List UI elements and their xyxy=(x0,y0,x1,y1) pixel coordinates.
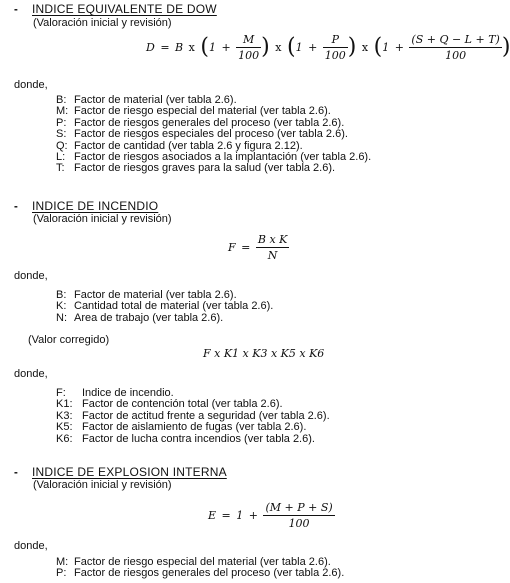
factor-symbol: K6: xyxy=(56,432,73,445)
factor-description: Factor de material (ver tabla 2.6). xyxy=(74,94,237,106)
fraction-mps xyxy=(263,501,334,530)
paren-close: ) xyxy=(261,34,270,60)
section-explosion-subtitle: (Valoración inicial y revisión) xyxy=(33,479,172,491)
formula-lhs: D xyxy=(146,41,155,54)
fraction-numerator: (S + Q − L + T) xyxy=(411,33,500,46)
formula-times: x xyxy=(361,41,369,54)
fraction-p xyxy=(323,33,348,62)
list-item xyxy=(56,568,344,579)
factor-description: Factor de aislamiento de fugas (ver tabla 2.6). xyxy=(82,421,307,434)
section-explosion-heading xyxy=(14,465,227,479)
list-item xyxy=(56,313,273,324)
factor-symbol: L: xyxy=(56,151,66,164)
factor-description: Factor de riesgos graves para la salud (ver tabla 2.6). xyxy=(74,162,336,175)
factor-description: Factor de contención total (ver tabla 2.6). xyxy=(82,398,283,411)
formula-equals: = xyxy=(241,241,251,254)
fraction-denominator: 100 xyxy=(324,49,346,62)
paren-open: ( xyxy=(373,34,383,60)
list-item xyxy=(56,434,330,445)
fraction-sqlt xyxy=(409,33,501,62)
explosion-factor-list xyxy=(56,557,344,580)
paren-open: ( xyxy=(200,34,209,60)
section-incendio-heading xyxy=(14,199,158,213)
list-item xyxy=(56,163,371,174)
section-explosion-title: INDICE DE EXPLOSION INTERNA xyxy=(32,465,227,479)
formula-times: x xyxy=(188,41,195,54)
section-incendio-subtitle: (Valoración inicial y revisión) xyxy=(33,213,172,225)
fraction-numerator: P xyxy=(323,33,348,48)
formula-lhs: E xyxy=(208,509,217,522)
fraction-denominator: 100 xyxy=(445,49,467,62)
factor-symbol: F: xyxy=(56,387,66,399)
factor-symbol: P: xyxy=(56,567,67,580)
bullet-dash: - xyxy=(14,467,18,479)
formula-plus: + xyxy=(221,41,231,54)
fraction-numerator: B x K xyxy=(257,233,288,246)
factor-symbol: M: xyxy=(56,556,69,568)
factor-symbol: S: xyxy=(56,128,67,141)
incendio-k-factor-list xyxy=(56,388,330,445)
incendio-donde: donde, xyxy=(14,270,48,282)
factor-description: Factor de riesgos generales del proceso (ver tabla 2.6). xyxy=(74,116,345,129)
fraction-denominator: 100 xyxy=(288,517,310,530)
factor-symbol: P: xyxy=(56,116,67,129)
formula-lhs: F xyxy=(228,241,236,254)
factor-symbol: K3: xyxy=(56,409,73,422)
factor-description: Factor de riesgos generales del proceso (ver tabla 2.6). xyxy=(74,567,345,580)
fraction-m xyxy=(236,33,261,62)
factor-symbol: B: xyxy=(56,289,67,301)
formula-equals: = xyxy=(160,41,170,54)
dow-factor-list xyxy=(56,95,371,175)
paren-open: ( xyxy=(286,34,296,60)
dow-donde: donde, xyxy=(14,79,48,91)
factor-symbol: Q: xyxy=(56,139,68,152)
fraction-denominator: N xyxy=(267,249,278,262)
fraction-denominator: 100 xyxy=(238,49,260,62)
factor-description: Factor de material (ver tabla 2.6). xyxy=(74,289,237,301)
factor-description: Area de trabajo (ver tabla 2.6). xyxy=(74,311,224,324)
formula-one: 1 xyxy=(236,509,244,522)
formula-plus: + xyxy=(308,41,318,54)
section-incendio-title: INDICE DE INCENDIO xyxy=(32,199,159,213)
factor-description: Factor de riesgo especial del material (ver tabla 2.6). xyxy=(74,105,331,118)
bullet-dash: - xyxy=(14,201,18,213)
explosion-donde: donde, xyxy=(14,540,48,552)
factor-description: Factor de riesgos asociados a la implantación (ver tabla 2.6). xyxy=(74,151,372,164)
explosion-formula xyxy=(208,501,335,530)
factor-symbol: M: xyxy=(56,105,69,118)
valor-corregido-formula: F x K1 x K3 x K5 x K6 xyxy=(203,347,325,360)
formula-equals: = xyxy=(221,509,231,522)
fraction-numerator: M xyxy=(236,33,261,48)
factor-symbol: B: xyxy=(56,94,67,106)
bullet-dash: - xyxy=(14,4,18,16)
factor-symbol: K5: xyxy=(56,421,73,434)
paren-close: ) xyxy=(347,34,357,60)
formula-times: x xyxy=(275,41,282,54)
formula-b: B xyxy=(175,41,184,54)
formula-one: 1 xyxy=(295,41,303,54)
dow-formula xyxy=(146,33,510,62)
factor-description: Indice de incendio. xyxy=(82,387,174,399)
formula-one: 1 xyxy=(208,41,216,54)
factor-symbol: K1: xyxy=(56,398,73,411)
incendio-formula xyxy=(228,233,289,262)
factor-description: Factor de riesgo especial del material (ver tabla 2.6). xyxy=(74,556,331,568)
factor-description: Factor de riesgos especiales del proceso (ver tabla 2.6). xyxy=(74,128,348,141)
section-dow-heading xyxy=(14,2,217,16)
factor-symbol: K: xyxy=(56,300,67,313)
fraction-bk-n xyxy=(256,233,290,262)
incendio-donde-2: donde, xyxy=(14,368,48,380)
factor-description: Cantidad total de material (ver tabla 2.6). xyxy=(74,300,274,313)
factor-symbol: N: xyxy=(56,311,67,324)
incendio-factor-list xyxy=(56,290,273,324)
factor-description: Factor de cantidad (ver tabla 2.6 y figura 2.12). xyxy=(74,139,303,152)
formula-one: 1 xyxy=(382,41,390,54)
formula-plus: + xyxy=(394,41,404,54)
factor-symbol: T: xyxy=(56,162,65,175)
paren-close: ) xyxy=(501,34,510,60)
section-dow-title: INDICE EQUIVALENTE DE DOW xyxy=(32,2,217,16)
section-dow-subtitle: (Valoración inicial y revisión) xyxy=(33,17,172,29)
factor-description: Factor de lucha contra incendios (ver tabla 2.6). xyxy=(82,432,315,445)
factor-description: Factor de actitud frente a seguridad (ver tabla 2.6). xyxy=(82,409,330,422)
formula-plus: + xyxy=(248,509,258,522)
valor-corregido-label: (Valor corregido) xyxy=(28,334,110,346)
fraction-numerator: (M + P + S) xyxy=(265,501,333,514)
